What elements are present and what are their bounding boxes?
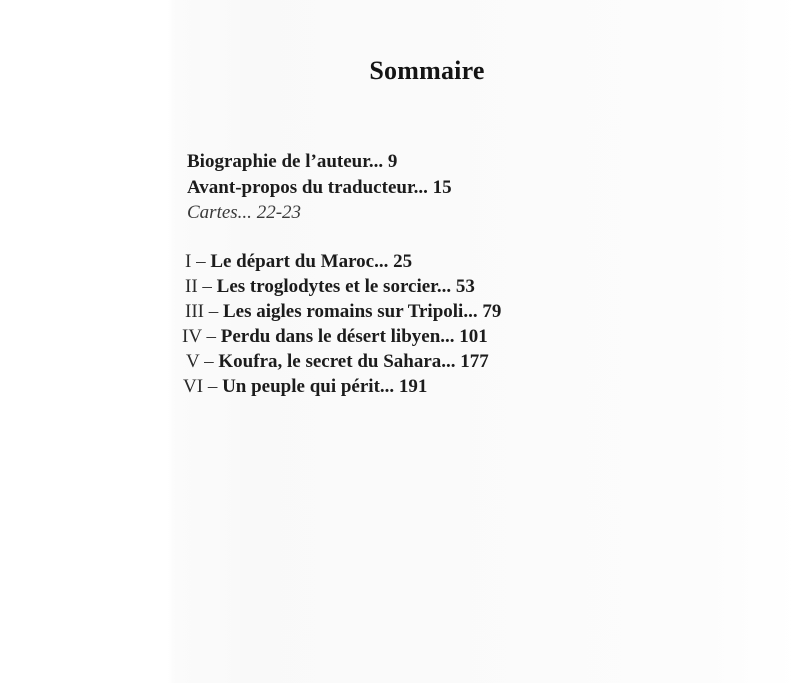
toc-entry-maps [187,201,301,225]
toc-entry-page: 9 [387,151,398,172]
chapter-number: V [186,351,200,372]
toc-entry-page: 15 [432,177,452,198]
toc-entry-text: Biographie de l’auteur... [187,151,384,172]
toc-entry-foreword [187,176,452,200]
chapter-title: Perdu dans le désert libyen... [220,326,455,347]
chapter-title: Les troglodytes et le sorcier... [216,276,452,297]
toc-chapter-1 [185,250,412,274]
toc-entry-page: 22-23 [256,202,302,223]
chapter-number: IV [182,326,202,347]
chapter-separator: – [208,301,219,322]
chapter-number: III [185,301,204,322]
chapter-title: Les aigles romains sur Tripoli... [222,301,478,322]
page-title: Sommaire [369,56,485,85]
chapter-separator: – [207,376,218,397]
chapter-title: Le départ du Maroc... [210,251,389,272]
toc-chapter-4 [182,325,488,349]
chapter-page: 101 [459,326,488,347]
toc-chapter-3 [185,300,501,324]
chapter-separator: – [204,351,214,372]
chapter-page: 177 [460,351,489,372]
chapter-number: VI [183,376,204,397]
chapter-separator: – [202,276,212,297]
toc-chapter-5 [186,350,489,374]
chapter-separator: – [206,326,216,347]
toc-chapter-6 [183,375,427,399]
toc-chapter-2 [185,275,475,299]
chapter-separator: – [196,251,206,272]
chapter-page: 79 [482,301,502,322]
chapter-number: II [185,276,198,297]
toc-entry-text: Avant-propos du traducteur... [187,177,428,198]
toc-entry-biography [187,150,397,174]
chapter-page: 53 [455,276,475,297]
chapter-number: I [185,251,192,272]
chapter-page: 191 [398,376,428,397]
chapter-page: 25 [393,251,413,272]
chapter-title: Koufra, le secret du Sahara... [218,351,456,372]
chapter-title: Un peuple qui périt... [222,376,395,397]
toc-entry-text: Cartes... [187,202,252,223]
